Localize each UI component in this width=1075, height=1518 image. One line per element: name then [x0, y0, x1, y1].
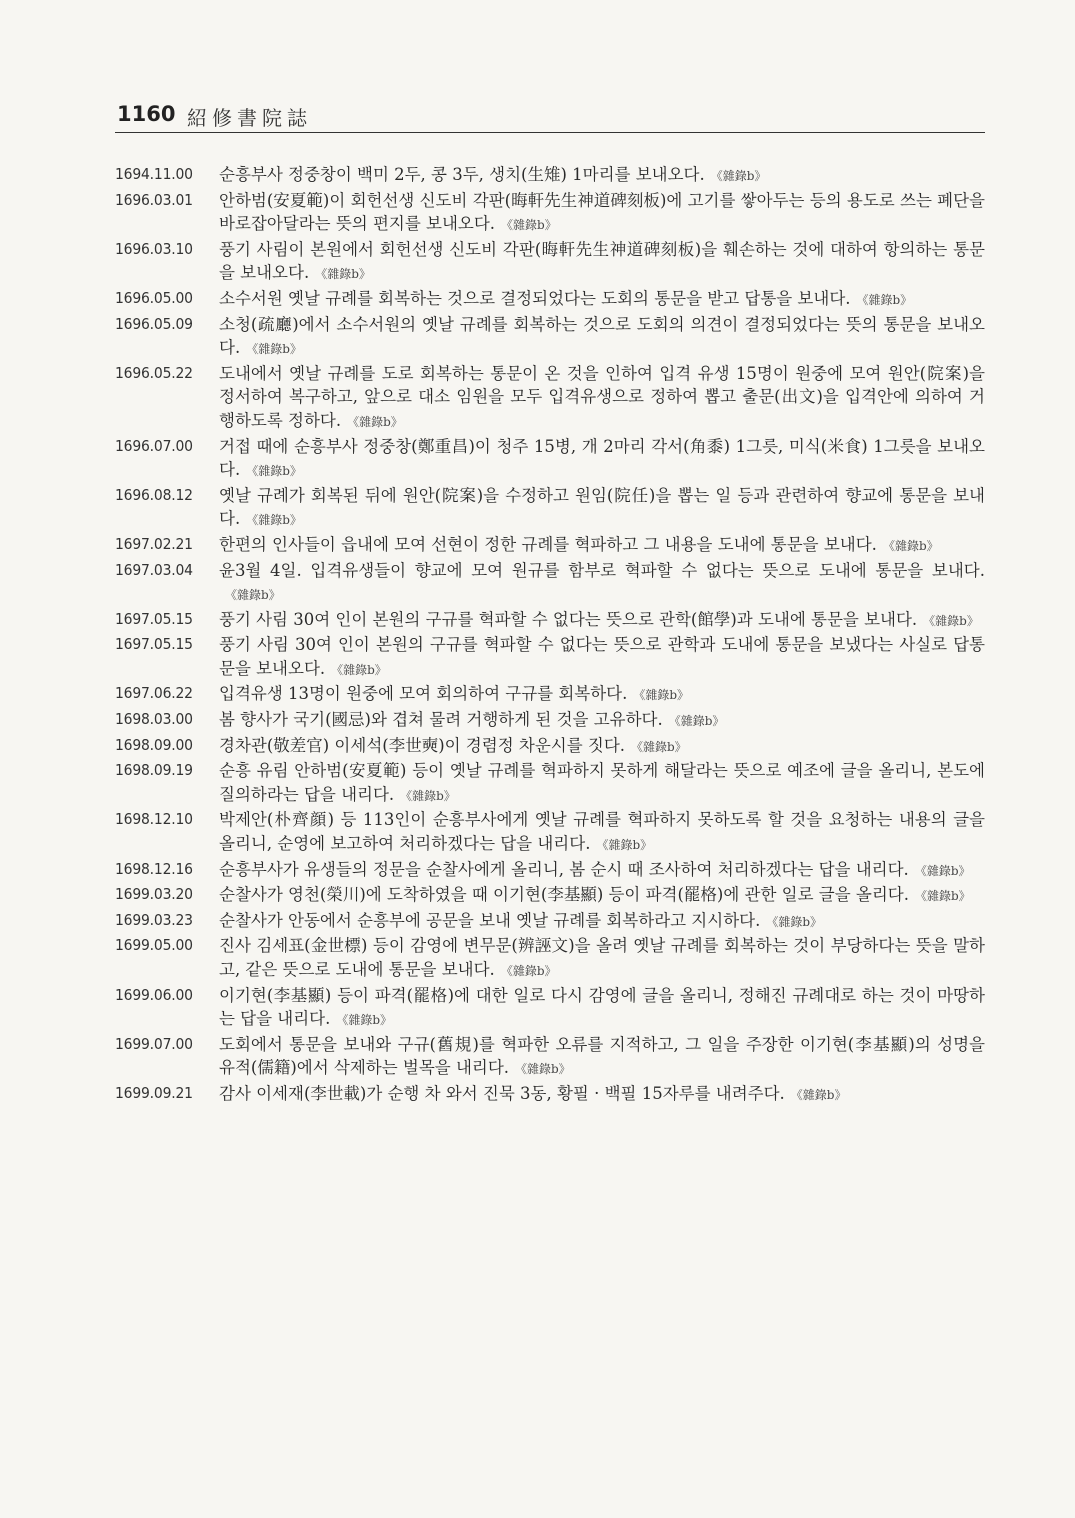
entry-text-block: [217, 287, 987, 313]
entry-date: 1699.03.23: [115, 910, 193, 929]
entry-text: 거접 때에 순흥부사 정중창(鄭重昌)이 청주 15병, 개 2마리 각서(角黍) 1그릇, 미식(米食) 1그릇을 보내오다.: [219, 436, 985, 480]
entry-date: 1697.05.15: [115, 635, 193, 654]
entry-date: 1696.05.00: [115, 288, 193, 307]
entry-source: 《雜錄b》: [631, 739, 687, 754]
entry-date: 1694.11.00: [115, 165, 193, 183]
entry-source: 《雜錄b》: [500, 964, 557, 978]
entry-text-block: [217, 1082, 987, 1108]
chronology-entry: [115, 734, 987, 760]
entry-text: 안하범(安夏範)이 회헌선생 신도비 각판(晦軒先生神道碑刻板)에 고기를 쌓아두는 등의 용도로 쓰는 폐단을 바로잡아달라는 뜻의 편지를 보내오다.: [219, 190, 985, 234]
book-title: 紹修書院誌: [187, 106, 312, 130]
entry-source: 《雜錄b》: [246, 464, 302, 479]
chronology-list: [115, 163, 987, 1108]
entry-text: 박제안(朴齊顔) 등 113인이 순흥부사에게 옛날 규례를 혁파하지 못하도록 할 것을 요청하는 내용의 글을 올리니, 순영에 보고하여 처리하겠다는 답을 내리다.: [219, 810, 985, 854]
chronology-entry: [115, 238, 987, 287]
chronology-entry: [115, 808, 987, 857]
chronology-entry: [115, 362, 987, 435]
entry-text-block: [217, 435, 987, 484]
entry-source: 《雜錄b》: [668, 714, 725, 729]
entry-source: 《雜錄b》: [882, 538, 939, 553]
entry-source: 《雜錄b》: [710, 169, 767, 183]
chronology-entry: [115, 633, 987, 682]
entry-source: 《雜錄b》: [596, 838, 653, 853]
entry-source: 《雜錄b》: [336, 1013, 393, 1028]
entry-date: 1699.09.21: [115, 1083, 193, 1102]
entry-text-block: [217, 708, 987, 734]
entry-date: 1696.05.09: [115, 314, 193, 333]
chronology-entry: [115, 533, 987, 559]
entry-text: 감사 이세재(李世載)가 순행 차 와서 진묵 3동, 황필 · 백필 15자루를 내려주다.: [219, 1083, 785, 1103]
entry-text-block: [217, 533, 987, 559]
entry-text-block: [217, 734, 987, 760]
entry-text: 입격유생 13명이 원중에 모여 회의하여 구규를 회복하다.: [219, 684, 628, 704]
entry-text-block: [217, 189, 987, 238]
entry-text-block: [217, 808, 987, 857]
chronology-entry: [115, 759, 987, 808]
entry-text-block: [217, 759, 987, 808]
entry-date: 1697.02.21: [115, 534, 193, 553]
chronology-entry: [115, 435, 987, 484]
entry-text-block: [217, 313, 987, 362]
chronology-entry: [115, 682, 987, 708]
chronology-entry: [115, 883, 987, 909]
chronology-entry: [115, 708, 987, 734]
entry-text: 풍기 사림 30여 인이 본원의 구규를 혁파할 수 없다는 뜻으로 관학(館學)과 도내에 통문을 보내다.: [219, 609, 918, 629]
entry-text-block: [217, 608, 987, 634]
entry-text-block: [217, 559, 987, 608]
entry-text-block: [217, 484, 987, 533]
entry-source: 《雜錄b》: [914, 863, 971, 878]
chronology-entry: [115, 934, 987, 983]
chronology-entry: [115, 287, 987, 313]
chronology-entry: [115, 608, 987, 634]
entry-text: 이기현(李基顯) 등이 파격(罷格)에 대한 일로 다시 감영에 글을 올리니, 정해진 규례대로 하는 것이 마땅하는 답을 내리다.: [219, 985, 985, 1029]
entry-text: 순흥부사 정중창이 백미 2두, 콩 3두, 생치(生雉) 1마리를 보내오다.: [219, 165, 705, 184]
entry-text-block: [217, 909, 987, 935]
entry-source: 《雜錄b》: [923, 613, 979, 628]
entry-date: 1698.09.19: [115, 761, 193, 780]
entry-source: 《雜錄b》: [331, 662, 387, 677]
entry-date: 1696.07.00: [115, 436, 193, 455]
entry-text: 소청(疏廳)에서 소수서원의 옛날 규례를 회복하는 것으로 도회의 의견이 결정되었다는 뜻의 통문을 보내오다.: [219, 314, 985, 358]
entry-text: 순흥부사가 유생들의 정문을 순찰사에게 올리니, 봄 순시 때 조사하여 처리하겠다는 답을 내리다.: [219, 859, 909, 879]
entry-text: 소수서원 옛날 규례를 회복하는 것으로 결정되었다는 도회의 통문을 받고 답통을 보내다.: [219, 288, 851, 308]
entry-text: 순흥 유림 안하범(安夏範) 등이 옛날 규례를 혁파하지 못하게 해달라는 뜻으로 예조에 글을 올리니, 본도에 질의하라는 답을 내리다.: [219, 761, 985, 804]
entry-date: 1697.03.04: [115, 560, 193, 579]
entry-text: 진사 김세표(金世標) 등이 감영에 변무문(辨誣文)을 올려 옛날 규례를 회복하는 것이 부당하다는 뜻을 말하고, 같은 뜻으로 도내에 통문을 보내다.: [219, 936, 985, 979]
entry-text-block: [217, 883, 987, 909]
entry-source: 《雜錄b》: [915, 889, 971, 904]
chronology-entry: [115, 559, 987, 608]
entry-source: 《雜錄b》: [246, 513, 302, 528]
entry-date: 1698.03.00: [115, 710, 193, 729]
entry-text-block: [217, 163, 987, 189]
entry-text: 윤3월 4일. 입격유생들이 향교에 모여 원규를 함부로 혁파할 수 없다는 뜻으로 도내에 통문을 보내다.: [219, 560, 985, 580]
entry-source: 《雜錄b》: [766, 914, 823, 929]
entry-text: 한편의 인사들이 읍내에 모여 선현이 정한 규례를 혁파하고 그 내용을 도내에 통문을 보내다.: [219, 534, 877, 554]
entry-date: 1696.03.10: [115, 239, 193, 258]
chronology-entry: [115, 858, 987, 884]
chronology-entry: [115, 1082, 987, 1108]
entry-date: 1696.08.12: [115, 485, 193, 504]
entry-text-block: [217, 934, 987, 983]
entry-text: 순찰사가 안동에서 순흥부에 공문을 보내 옛날 규례를 회복하라고 지시하다.: [219, 910, 761, 930]
entry-source: 《雜錄b》: [225, 588, 281, 603]
chronology-entry: [115, 313, 987, 362]
entry-text: 도회에서 통문을 보내와 구규(舊規)를 혁파한 오류를 지적하고, 그 일을 주장한 이기현(李基顯)의 성명을 유적(儒籍)에서 삭제하는 벌목을 내리다.: [219, 1034, 985, 1078]
entry-date: 1696.03.01: [115, 190, 193, 209]
entry-date: 1699.07.00: [115, 1034, 193, 1053]
entry-date: 1699.06.00: [115, 985, 193, 1004]
entry-text-block: [217, 633, 987, 682]
entry-source: 《雜錄b》: [347, 414, 403, 429]
entry-source: 《雜錄b》: [856, 292, 913, 307]
entry-date: 1696.05.22: [115, 363, 193, 382]
chronology-entry: [115, 163, 987, 189]
entry-source: 《雜錄b》: [246, 342, 302, 357]
entry-source: 《雜錄b》: [315, 267, 371, 282]
entry-text: 도내에서 옛날 규례를 도로 회복하는 통문이 온 것을 인하여 입격 유생 15명이 원중에 모여 원안(院案)을 정서하여 복구하고, 앞으로 대소 임원을 모두 입격유생으로 정하여 뽑고 출문(出文)을 입격안에 의하여 거행하도록 정하다.: [219, 363, 985, 430]
entry-date: 1697.06.22: [115, 684, 193, 703]
entry-text-block: [217, 1033, 987, 1082]
entry-text: 풍기 사림 30여 인이 본원의 구규를 혁파할 수 없다는 뜻으로 관학과 도내에 통문을 보냈다는 사실로 답통문을 보내오다.: [219, 635, 985, 678]
entry-text-block: [217, 682, 987, 708]
chronology-entry: [115, 189, 987, 238]
chronology-entry: [115, 484, 987, 533]
chronology-entry: [115, 984, 987, 1033]
entry-text: 옛날 규례가 회복된 뒤에 원안(院案)을 수정하고 원임(院任)을 뽑는 일 등과 관련하여 향교에 통문을 보내다.: [219, 485, 985, 529]
entry-date: 1698.12.16: [115, 859, 193, 878]
entry-text: 순찰사가 영천(榮川)에 도착하였을 때 이기현(李基顯) 등이 파격(罷格)에 관한 일로 글을 올리다.: [219, 885, 909, 905]
entry-date: 1698.12.10: [115, 810, 193, 829]
entry-date: 1697.05.15: [115, 609, 193, 628]
entry-source: 《雜錄b》: [501, 218, 557, 233]
entry-source: 《雜錄b》: [633, 688, 690, 703]
entry-source: 《雜錄b》: [790, 1087, 847, 1102]
page-number: 1160: [117, 102, 176, 126]
chronology-entry: [115, 1033, 987, 1082]
entry-text-block: [217, 984, 987, 1033]
entry-text-block: [217, 362, 987, 435]
entry-text: 봄 향사가 국기(國忌)와 겹쳐 물려 거행하게 된 것을 고유하다.: [219, 710, 663, 730]
page-header: [115, 98, 985, 133]
entry-text: 경차관(敬差官) 이세석(李世奭)이 경렴정 차운시를 짓다.: [219, 735, 625, 755]
entry-date: 1698.09.00: [115, 735, 193, 754]
entry-text: 풍기 사림이 본원에서 회헌선생 신도비 각판(晦軒先生神道碑刻板)을 훼손하는 것에 대하여 항의하는 통문을 보내오다.: [219, 239, 985, 283]
entry-source: 《雜錄b》: [515, 1062, 571, 1077]
entry-date: 1699.05.00: [115, 936, 193, 955]
entry-date: 1699.03.20: [115, 885, 193, 904]
entry-text-block: [217, 238, 987, 287]
entry-text-block: [217, 858, 987, 884]
chronology-entry: [115, 909, 987, 935]
entry-source: 《雜錄b》: [400, 788, 456, 803]
